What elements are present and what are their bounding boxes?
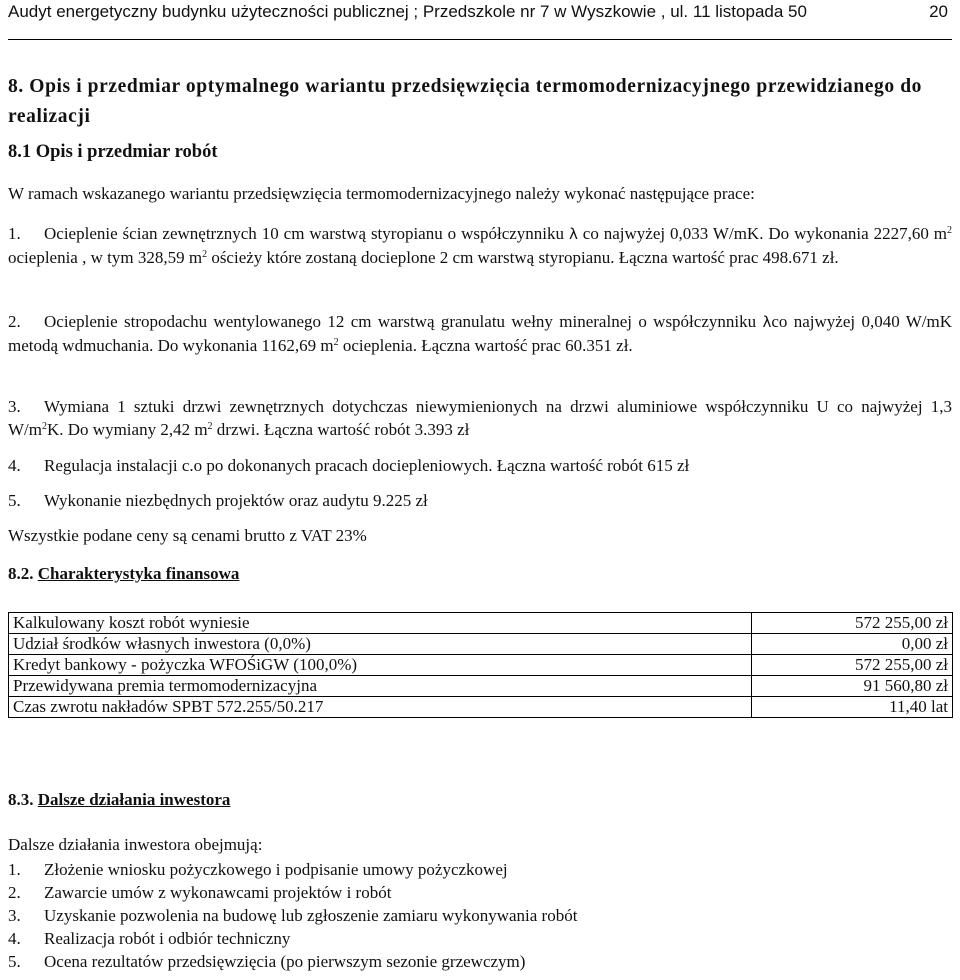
finance-value: 0,00 zł xyxy=(752,634,953,655)
table-row xyxy=(9,655,953,676)
section-heading: 8. Opis i przedmiar optymalnego wariantu przedsięwzięcia termomodernizacyjnego przewidzianego do realizacji xyxy=(8,76,923,127)
list-item: 3. Uzyskanie pozwolenia na budowę lub zgłoszenie zamiaru wykonywania robót xyxy=(8,906,578,925)
subsection-heading: 8.1 Opis i przedmiar robót xyxy=(8,142,218,162)
finance-value: 572 255,00 zł xyxy=(752,655,953,676)
further-section-title: 8.3. Dalsze działania inwestora xyxy=(8,790,231,809)
page-header xyxy=(8,2,948,22)
table-row xyxy=(9,613,953,634)
document-title: Audyt energetyczny budynku użyteczności publicznej ; Przedszkole nr 7 w Wyszkowie , ul. 11 listopada 50 xyxy=(8,2,807,21)
further-intro: Dalsze działania inwestora obejmują: xyxy=(8,835,263,854)
lambda-symbol: λ xyxy=(568,225,578,243)
page-number: 20 xyxy=(929,2,948,21)
header-divider xyxy=(8,39,952,40)
list-item: 4. Realizacja robót i odbiór techniczny xyxy=(8,929,291,948)
finance-section-title: 8.2. Charakterystyka finansowa xyxy=(8,564,240,583)
work-item-3: 3. Wymiana 1 sztuki drzwi zewnętrznych dotychczas niewymienionych na drzwi aluminiowe współczynniku U co najwyżej 1,3 $W/m^2K$. Do wymiany 2,42 $m^2$ drzwi. Łączna wartość robót 3.393 zł xyxy=(8,397,952,439)
work-item-4: 4. Regulacja instalacji c.o po dokonanych pracach dociepleniowych. Łączna wartość robót 615 zł xyxy=(8,456,690,475)
table-row xyxy=(9,676,953,697)
finance-label: Kredyt bankowy - pożyczka WFOŚiGW (100,0%) xyxy=(9,655,752,676)
further-list xyxy=(8,858,952,973)
finance-value: 572 255,00 zł xyxy=(752,613,953,634)
finance-label: Kalkulowany koszt robót wyniesie xyxy=(9,613,752,634)
list-item: 5. Ocena rezultatów przedsięwzięcia (po pierwszym sezonie grzewczym) xyxy=(8,952,526,971)
finance-label: Udział środków własnych inwestora (0,0%) xyxy=(9,634,752,655)
work-item-5: 5. Wykonanie niezbędnych projektów oraz audytu 9.225 zł xyxy=(8,491,428,510)
finance-label: Przewidywana premia termomodernizacyjna xyxy=(9,676,752,697)
work-item-1: 1. Ocieplenie ścian zewnętrznych 10 cm warstwą styropianu o współczynniku λ co najwyżej 0,033 W/mK. Do wykonania 2227,60 $m^2$ ocieplenia , w tym 328,59 $m^2$ ościeży które zostaną docieplone 2 cm warstwą styropianu. Łączna wartość prac 498.671 zł. xyxy=(8,224,953,267)
list-item: 2. Zawarcie umów z wykonawcami projektów i robót xyxy=(8,883,392,902)
work-item-2: 2. Ocieplenie stropodachu wentylowanego 12 cm warstwą granulatu wełny mineralnej o współczynniku λco najwyżej 0,040 W/mK metodą wdmuchania. Do wykonania 1162,69 $m^2$ ocieplenia. Łączna wartość prac 60.351 zł. xyxy=(8,312,952,355)
table-row xyxy=(9,634,953,655)
table-row xyxy=(9,697,953,718)
list-item: 1. Złożenie wniosku pożyczkowego i podpisanie umowy pożyczkowej xyxy=(8,860,508,879)
finance-value: 91 560,80 zł xyxy=(752,676,953,697)
finance-value: 11,40 lat xyxy=(752,697,953,718)
vat-note: Wszystkie podane ceny są cenami brutto z VAT 23% xyxy=(8,526,367,545)
finance-table xyxy=(8,612,953,718)
lambda-symbol: λ xyxy=(762,313,772,331)
works-intro: W ramach wskazanego wariantu przedsięwzięcia termomodernizacyjnego należy wykonać następujące prace: xyxy=(8,184,755,203)
finance-label: Czas zwrotu nakładów SPBT 572.255/50.217 xyxy=(9,697,752,718)
